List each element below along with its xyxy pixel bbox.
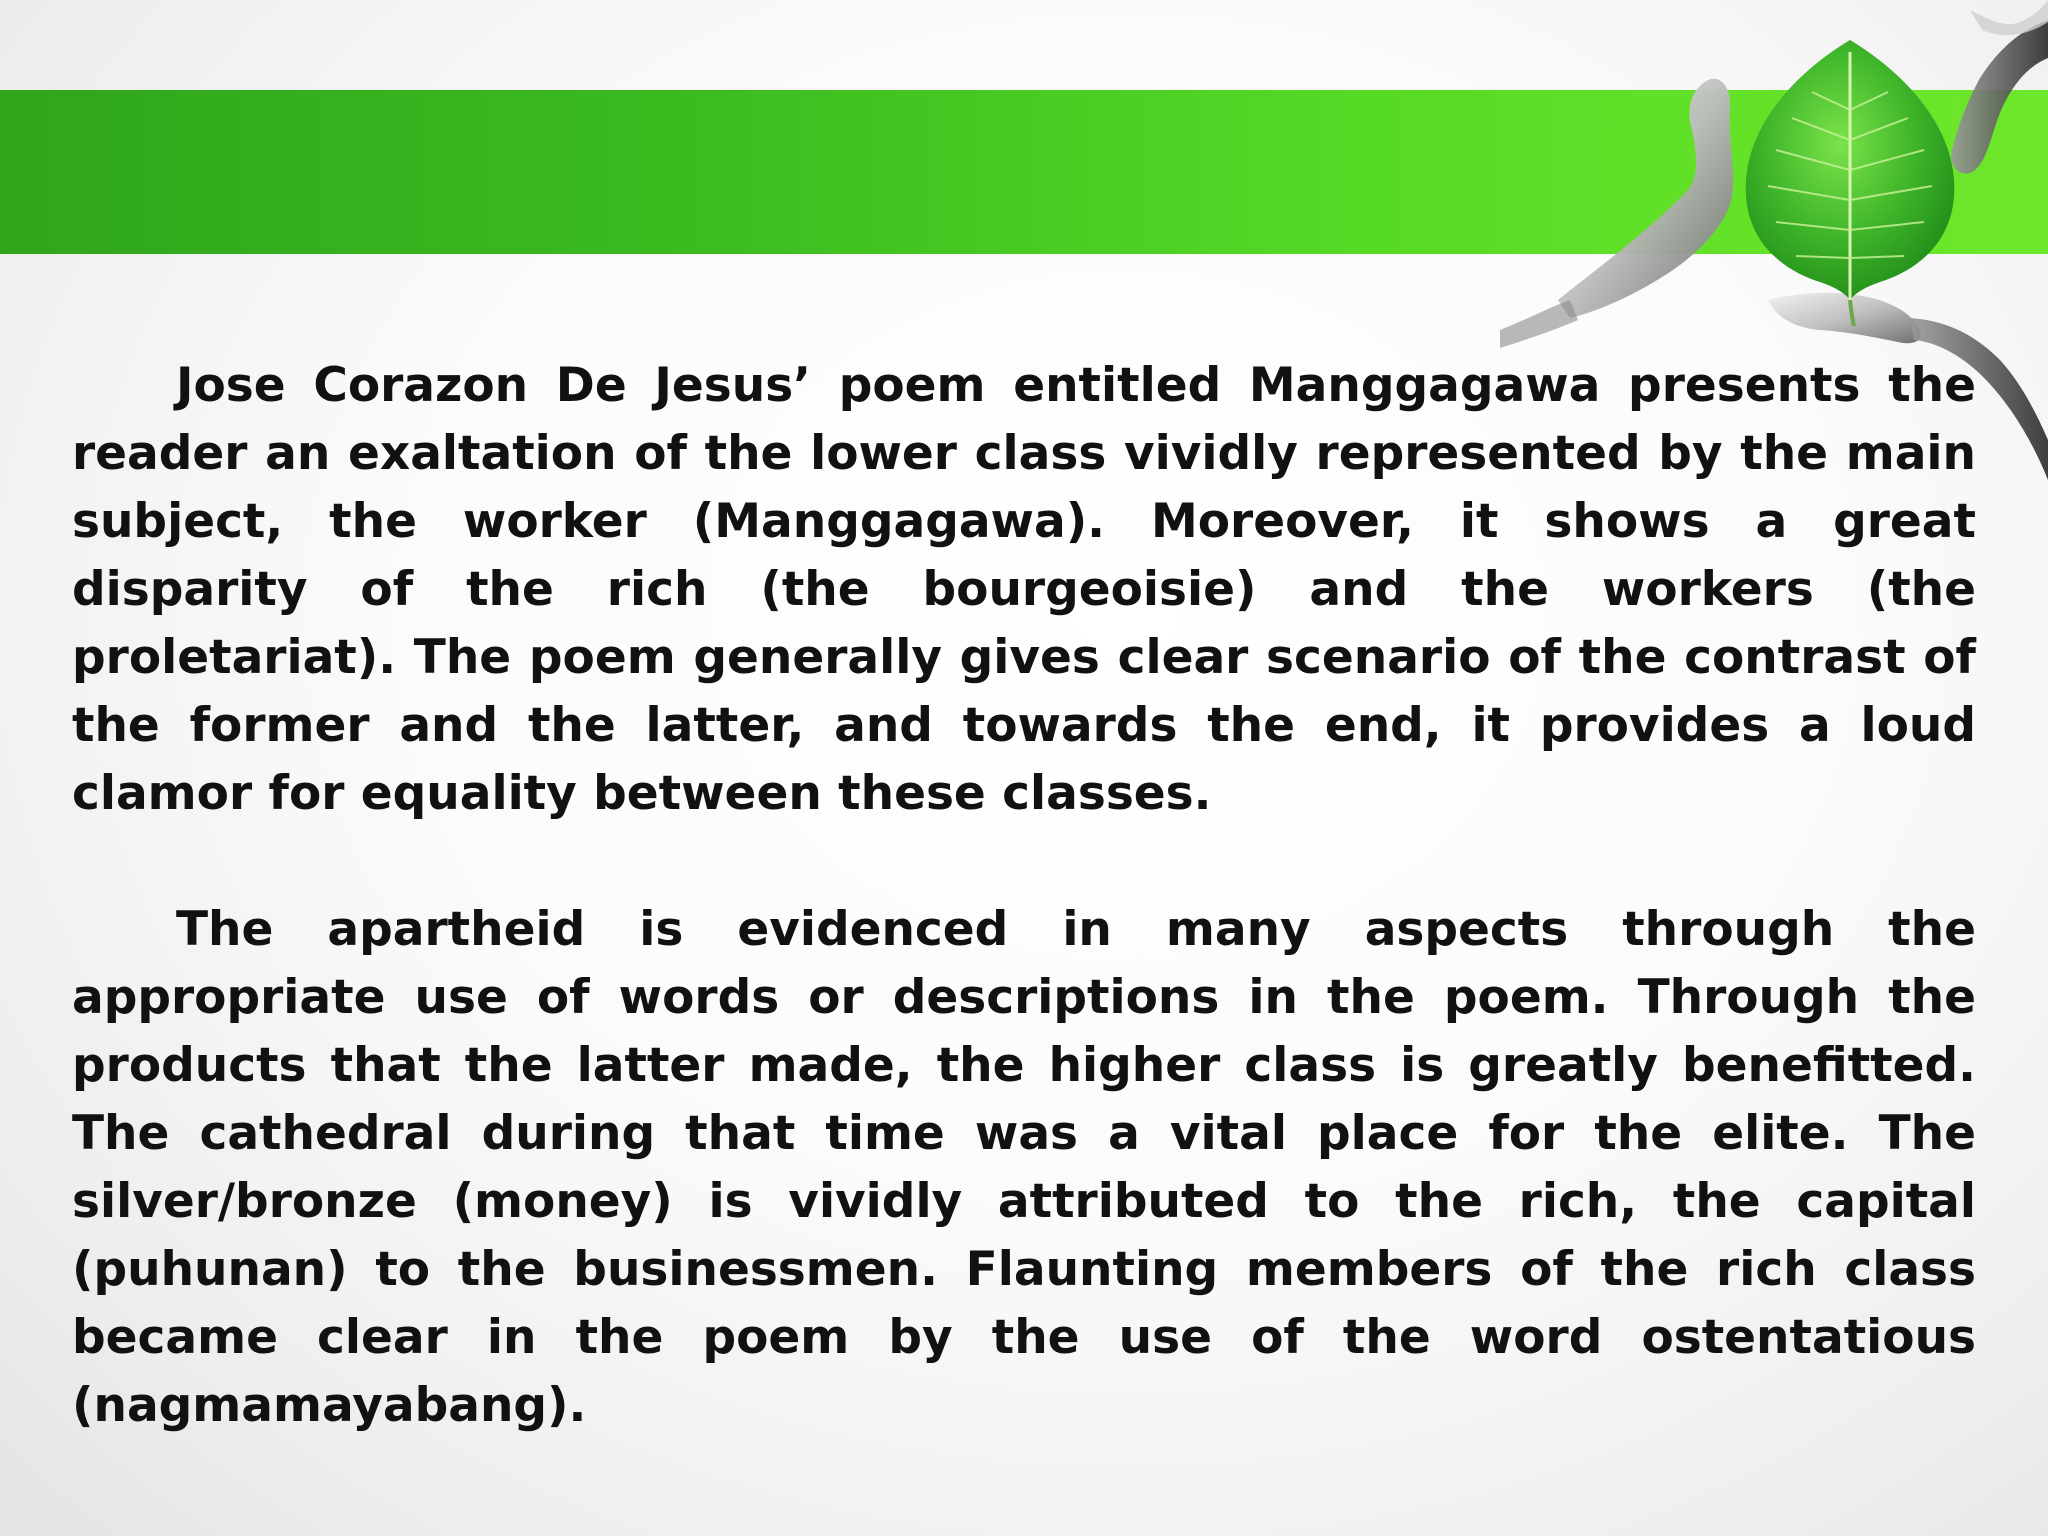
body-text <box>72 352 1976 1440</box>
paragraph-2: The apartheid is evidenced in many aspects through the appropriate use of words or descriptions in the poem. Through the products that the latter made, the higher class is greatly benefitted. The cathedral during that time was a vital place for the elite. The silver/bronze (money) is vividly attributed to the rich, the capital (puhunan) to the businessmen. Flaunting members of the rich class became clear in the poem by the use of the word ostentatious (nagmamayabang). <box>72 902 1976 1433</box>
left-hand-shape <box>1558 79 1733 318</box>
top-right-hand-shape <box>1951 20 2048 174</box>
bottom-right-hand-shape <box>1768 293 1921 343</box>
paragraph-1: Jose Corazon De Jesus’ poem entitled Manggagawa presents the reader an exaltation of the lower class vividly represented by the main subject, the worker (Manggagawa). Moreover, it shows a great disparity of the rich (the bourgeoisie) and the workers (the proletariat). The poem generally gives clear scenario of the contrast of the former and the latter, and towards the end, it provides a loud clamor for equality between these classes. <box>72 358 1976 821</box>
